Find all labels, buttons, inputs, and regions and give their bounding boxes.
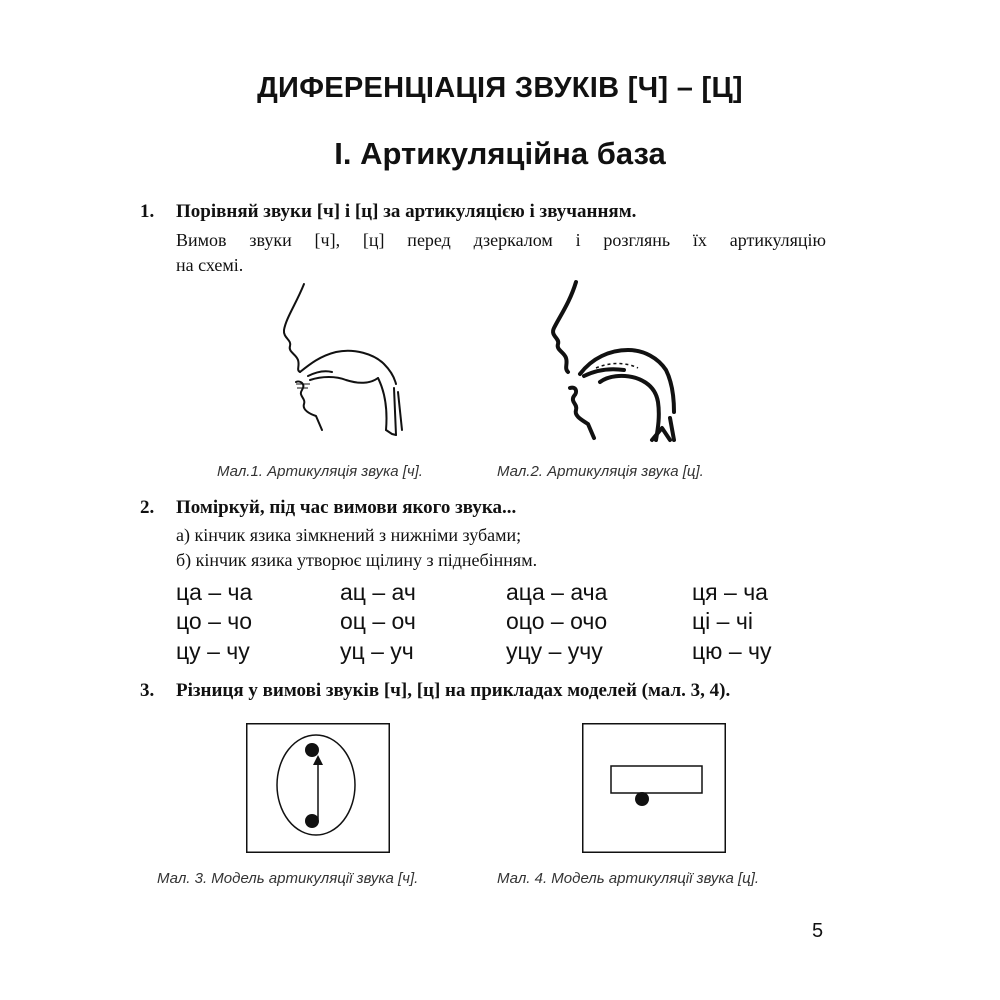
figure2-caption: Мал.2. Артикуляція звука [ц].	[497, 463, 704, 480]
syllable-pair: оц – оч	[340, 608, 416, 634]
model-ch-figure	[246, 723, 390, 853]
task2-number: 2.	[140, 497, 155, 518]
task2-heading: Поміркуй, під час вимови якого звука...	[176, 497, 517, 518]
task3-heading: Різниця у вимові звуків [ч], [ц] на прикладах моделей (мал. 3, 4).	[176, 680, 731, 701]
task1-heading: Порівняй звуки [ч] і [ц] за артикуляцією і звучанням.	[176, 201, 637, 222]
syllable-pair: ац – ач	[340, 579, 416, 605]
syllable-pair: уц – уч	[340, 638, 414, 664]
section-heading: І. Артикуляційна база	[334, 136, 666, 171]
syllable-pair: цу – чу	[176, 638, 250, 664]
page-number: 5	[812, 920, 824, 942]
syllable-pair: ца – ча	[176, 579, 253, 605]
task2-option-a: а) кінчик язика зімкнений з нижніми зубами;	[176, 525, 522, 545]
syllable-pair: цо – чо	[176, 608, 253, 634]
articulation-ch-figure	[270, 280, 420, 445]
articulation-ts-figure	[540, 278, 690, 448]
syllable-pair: ці – чі	[692, 608, 753, 634]
task3-number: 3.	[140, 680, 155, 701]
model-ts-figure	[582, 723, 726, 853]
syllable-pair: уцу – учу	[506, 638, 603, 664]
syllable-pair: цю – чу	[692, 638, 772, 664]
task1-text-line2: на схемі.	[176, 255, 244, 275]
syllable-pair: аца – ача	[506, 579, 608, 605]
task1-text-line1: Вимов звуки [ч], [ц] перед дзеркалом і розглянь їх артикуляцію	[176, 230, 826, 250]
figure3-caption: Мал. 3. Модель артикуляції звука [ч].	[157, 870, 419, 887]
task2-option-b: б) кінчик язика утворює щілину з піднебінням.	[176, 550, 538, 570]
figure1-caption: Мал.1. Артикуляція звука [ч].	[217, 463, 423, 480]
page-title: ДИФЕРЕНЦІАЦІЯ ЗВУКІВ [Ч] – [Ц]	[257, 72, 743, 104]
task1-number: 1.	[140, 201, 155, 222]
syllable-pair: оцо – очо	[506, 608, 608, 634]
figure4-caption: Мал. 4. Модель артикуляції звука [ц].	[497, 870, 760, 887]
syllable-pair: ця – ча	[692, 579, 768, 605]
